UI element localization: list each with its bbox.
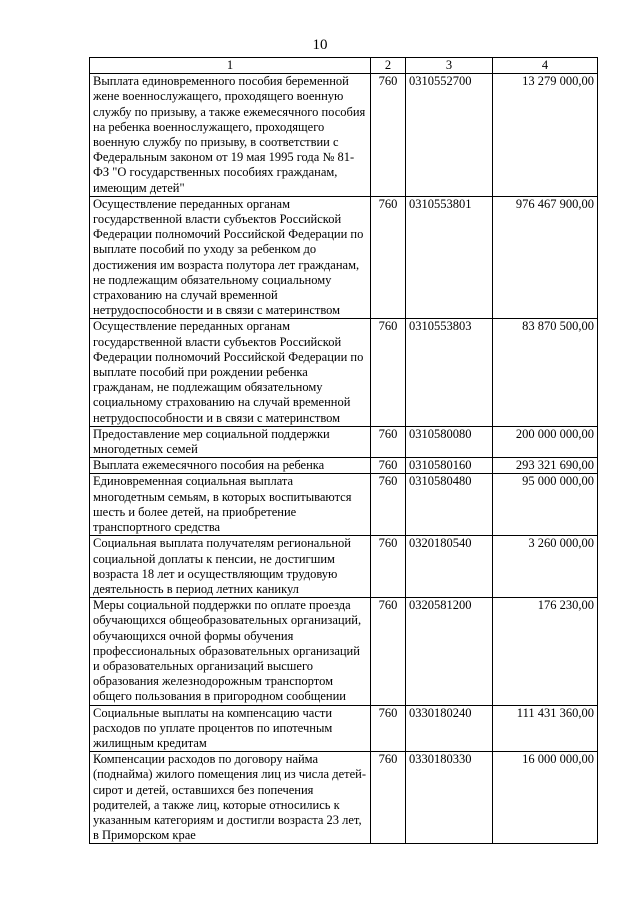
row-kbk: 0310580480 (406, 474, 493, 536)
row-amount: 16 000 000,00 (493, 752, 598, 844)
row-code: 760 (371, 536, 406, 598)
row-code: 760 (371, 752, 406, 844)
row-code: 760 (371, 474, 406, 536)
row-name: Социальная выплата получателям региональной социальной доплаты к пенсии, не достигшим возраста 18 лет и осуществляющим трудовую деятельность в период летних каникул (90, 536, 371, 598)
table-row (90, 705, 598, 752)
row-amount: 176 230,00 (493, 598, 598, 705)
row-amount: 293 321 690,00 (493, 458, 598, 474)
row-name: Выплата ежемесячного пособия на ребенка (90, 458, 371, 474)
row-code: 760 (371, 458, 406, 474)
row-kbk: 0330180240 (406, 705, 493, 752)
table-row (90, 319, 598, 426)
table-row (90, 536, 598, 598)
row-code: 760 (371, 196, 406, 319)
row-code: 760 (371, 598, 406, 705)
row-kbk: 0310580160 (406, 458, 493, 474)
row-kbk: 0320581200 (406, 598, 493, 705)
column-header-3: 3 (406, 58, 493, 74)
row-name: Меры социальной поддержки по оплате проезда обучающихся общеобразовательных организаций, обучающихся очной формы обучения профессиональных образовательных организаций и образовательных организаций высшего образования железнодорожным транспортом общего пользования в пригородном сообщении (90, 598, 371, 705)
row-amount: 200 000 000,00 (493, 426, 598, 457)
table-row (90, 598, 598, 705)
row-kbk: 0320180540 (406, 536, 493, 598)
row-name: Предоставление мер социальной поддержки многодетных семей (90, 426, 371, 457)
budget-table (89, 57, 598, 844)
row-amount: 95 000 000,00 (493, 474, 598, 536)
row-name: Социальные выплаты на компенсацию части расходов по уплате процентов по ипотечным жилищным кредитам (90, 705, 371, 752)
column-header-1: 1 (90, 58, 371, 74)
column-header-4: 4 (493, 58, 598, 74)
row-amount: 111 431 360,00 (493, 705, 598, 752)
row-kbk: 0330180330 (406, 752, 493, 844)
header-row (90, 58, 598, 74)
table-row (90, 752, 598, 844)
row-amount: 83 870 500,00 (493, 319, 598, 426)
table-row (90, 458, 598, 474)
row-kbk: 0310553803 (406, 319, 493, 426)
row-name: Компенсации расходов по договору найма (поднайма) жилого помещения лиц из числа детей-сирот и детей, оставшихся без попечения родителей, а также лиц, которые относились к указанным категориям и достигли возраста 23 лет, в Приморском крае (90, 752, 371, 844)
row-code: 760 (371, 426, 406, 457)
row-code: 760 (371, 74, 406, 197)
table-row (90, 196, 598, 319)
row-name: Осуществление переданных органам государственной власти субъектов Российской Федерации полномочий Российской Федерации по выплате пособий по уходу за ребенком до достижения им возраста полутора лет гражданам, не подлежащим обязательному социальному страхованию на случай временной нетрудоспособности и в связи с материнством (90, 196, 371, 319)
row-code: 760 (371, 319, 406, 426)
table-row (90, 426, 598, 457)
row-name: Единовременная социальная выплата многодетным семьям, в которых воспитываются шесть и более детей, на приобретение транспортного средства (90, 474, 371, 536)
row-kbk: 0310553801 (406, 196, 493, 319)
column-header-2: 2 (371, 58, 406, 74)
table-row (90, 474, 598, 536)
row-amount: 976 467 900,00 (493, 196, 598, 319)
page-number: 10 (312, 37, 328, 53)
row-amount: 13 279 000,00 (493, 74, 598, 197)
row-name: Осуществление переданных органам государственной власти субъектов Российской Федерации полномочий Российской Федерации по выплате пособий при рождении ребенка гражданам, не подлежащим обязательному социальному страхованию на случай временной нетрудоспособности и в связи с материнством (90, 319, 371, 426)
table-row (90, 74, 598, 197)
row-amount: 3 260 000,00 (493, 536, 598, 598)
row-kbk: 0310552700 (406, 74, 493, 197)
row-code: 760 (371, 705, 406, 752)
row-kbk: 0310580080 (406, 426, 493, 457)
row-name: Выплата единовременного пособия беременной жене военнослужащего, проходящего военную службу по призыву, а также ежемесячного пособия на ребенка военнослужащего, проходящего военную службу по призыву, в соответствии с Федеральным законом от 19 мая 1995 года № 81-ФЗ "О государственных пособиях гражданам, имеющим детей" (90, 74, 371, 197)
